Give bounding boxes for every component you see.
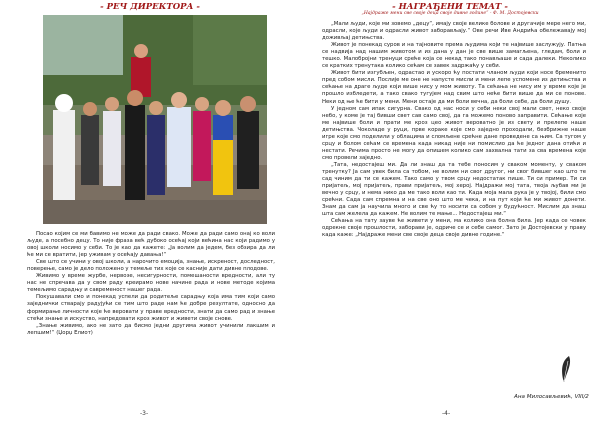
right-paragraph: „Мали људи, које ми зовемо „децу“, имају своје велике болове и другачије мере него ми, одрасли, које људи и одрасли живот заборављају.“ Ове речи Иве Андрића обележавају мој доживљај детињства. <box>322 21 586 42</box>
right-page <box>300 0 600 423</box>
left-paragraph: Посао којим се ми бавимо не може да ради свако. Може да ради само онај ко воли људе, а посебно децу. То није фраза већ дубоко осећај који већина нас који радимо у овој школи носимо у себи. То је као да кажете: „Ја волим да једем, без обзира да ли ће ми се вратити, јер уживам у осећају давања!“ <box>27 231 275 259</box>
left-article-body <box>27 231 275 337</box>
right-article-body <box>322 21 586 239</box>
right-page-subheader: „Најдраже мени све своје деца своје дивне године“ - Ф. М. Достојевски <box>361 11 539 16</box>
left-paragraph: Све што се учини у овој школи, а нарочито емоција, знање, искреност, доследност, поверење, само је дело положено у темеље тих које се касније дати дивне плодове. <box>27 259 275 273</box>
right-paragraph: „Тата, недостајеш ми. Да ли знаш да та тебе поносим у сваком моменту, у сваком тренутку? Ја сам увек била са тобом, не волим ни свог другог, ни свог бившег као што те сад чиним да ти се кажем. Тако само у твом срцу недостатак пише. Ти си пример. Ти си пријатељ, мој пријатељ, прави пријатељ, мој херој. Најдражи мој тата, твоја љубав ми је вечно у срцу, и нема нико да ме тако воли као ти. Када моја мала рука је у твојој, били смо срећни. Сада сам спремна и на све оно што ме чека, и на пут који ће ми живот донети. Знам да сам ја научила много и све ћу то носити са собом у будућност. Мислим да знаш шта сам желела да кажем. Не волим те мање... Недостајеш ми.“ <box>322 161 586 218</box>
right-paragraph: Сећања на тату зауве ће живети у мени, ма колико она болна била. Јер када се човек одрекне своје прошлости, заборави је, одриче се и себе самог. Зато је Достојевски у праву када каже: „Најдраже мени све своје деца своје дивне године.“ <box>322 218 586 239</box>
right-page-number: -4- <box>442 410 451 417</box>
right-paragraph: Живот бити изгубљен, одрастао и ускоро ћу постати чланом људи који носе бременито пред собом мисли. Послије ме оне не напусте мисли и мени лепе успомене из детињства и сећање на драге људе који више нису у мом животу. Та сећања не нису им у време које је прошло избледети, а тако свако тугујем над свим што неће бити више да ми се понове. Неки од ње ће бити у мени. Мени остаје да ми боли вечна, да боли себе, да боли душу. <box>322 70 586 105</box>
article-author: Ана Милосављевић, VIII/2 <box>514 394 589 400</box>
left-page-header: - РЕЧ ДИРЕКТОРА - <box>100 2 200 12</box>
left-paragraph: Покушавали смо и понекад успели да родитеље сарадњу која има тим који само заједнички стварају радујући се тим што раде нам ће добре резултате, односно да формирање личности које ће веровати у праве вредности, знати да само рад и знање стећи знање и искуство, напредовати кроз живот и живети своје снове. <box>27 294 275 322</box>
left-paragraph: Живимо у време журбе, нервозе, несигурности, помешаности вредности, али ту нас не спречава да у свом раду креирамо нове начине рада и нове методе којима темељимо сарадњу и савременост нашег рада. <box>27 273 275 294</box>
right-paragraph: У једном сам ипак сигурна. Свако од нас носи у себи неки свој мали свет, неко своје небо, у коме је тај бивши свет сав само свој, да га можемо поново заправити. Сећање које ме највише боли и прати ме кроз цео живот вероватно је из свету и прелепе наше детињства. Чоколаде у руци, прве кораке које смо заједно проходали, безбрижне наше игре које смо поделили у облацима и сломљене срећне дане проведене са њим. Са тугом у срцу и болом сећам се времена када никад није ни помислио да ће једног дана отићи и нестати. Речима просто не могу да опишем колико сам захвална тати за сва времена које смо провели заједно. <box>322 105 586 161</box>
children-costume-photo <box>43 15 267 224</box>
left-page-number: -3- <box>140 410 149 417</box>
school-photo <box>43 15 267 224</box>
right-page-header: - НАГРАЂЕНИ ТЕМАТ - <box>392 2 508 12</box>
right-paragraph: Живот је понекад суров и на тајновите према људима који те највише заслужују. Патња се надвија над нашим животом и из дана у дан је све више замагљена, гледам, боли и тешко. Малобројни тренуци среће која се некад тако понављаше и сада далеки. Неколико се кратких тренутака колико сећам се завек задржаћу у себи. <box>322 42 586 70</box>
feather-quill-icon <box>559 355 573 387</box>
left-paragraph-quote: „Знање живимо, ако не зато да бисмо једни другима живот учинили лакшим и лепшим!“ (Џорџ Елиот) <box>27 322 275 336</box>
